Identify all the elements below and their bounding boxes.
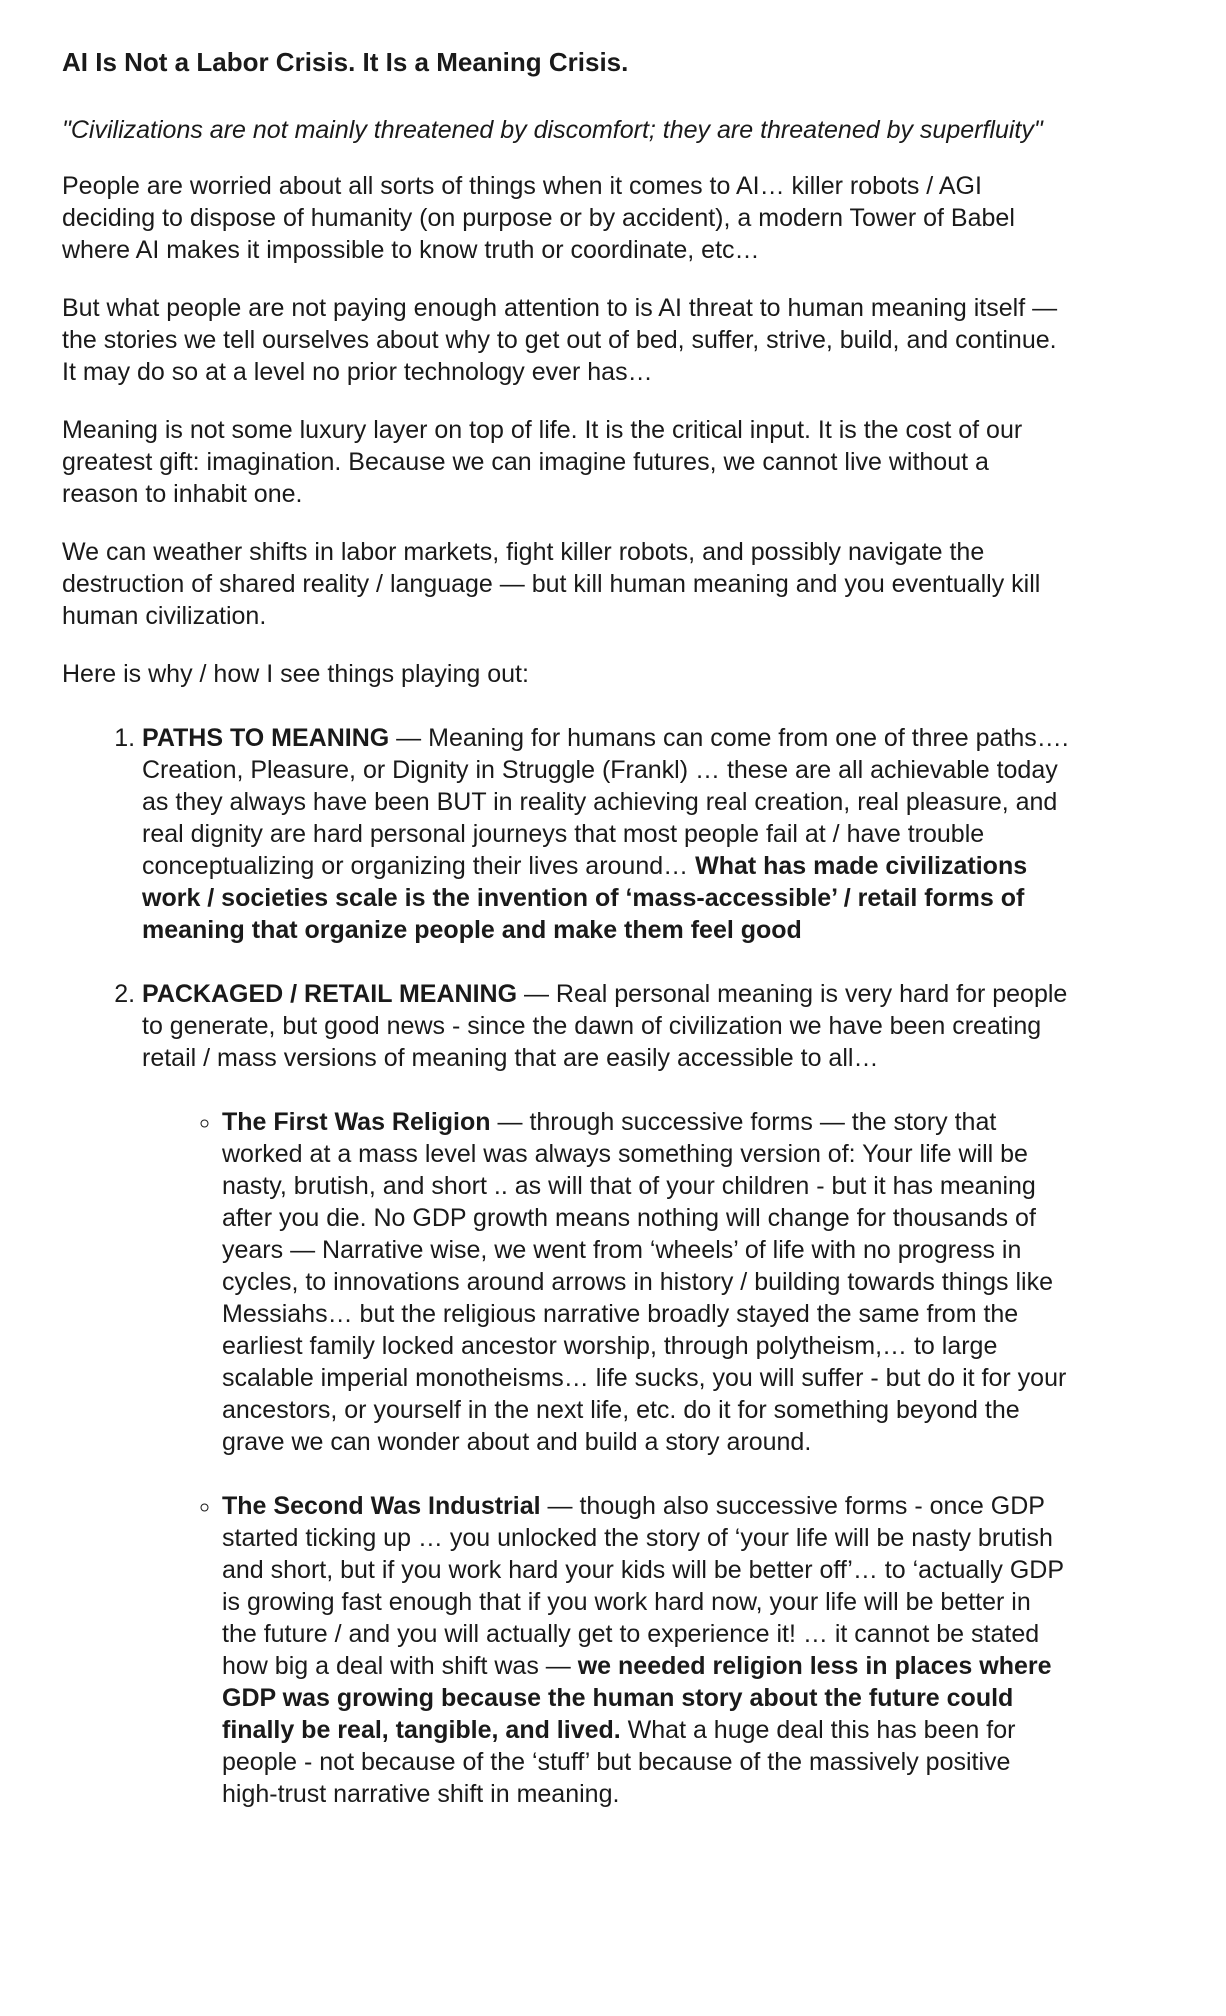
- list-item-body: — Meaning for humans can come from one of three paths…. Creation, Pleasure, or Dignity in Struggle (Frankl) … these are all achievable today as they always have been BUT in reality achieving real creation, real pleasure, and real dignity are hard personal journeys that most people fail at / have trouble conceptualizing or organizing their lives around…: [142, 724, 1069, 880]
- sublist-item-tail: What a huge deal this has been for people - not because of the ‘stuff’ but because of the massively positive high-trust narrative shift in meaning.: [222, 1716, 1016, 1808]
- sublist-item-religion: [222, 1106, 1072, 1458]
- paragraph-5: Here is why / how I see things playing out:: [62, 660, 529, 688]
- bullet-sublist: [142, 1106, 1072, 1810]
- list-item-heading: PACKAGED / RETAIL MEANING: [142, 980, 518, 1008]
- list-item-paths-to-meaning: [142, 722, 1072, 946]
- paragraph-2: But what people are not paying enough attention to is AI threat to human meaning itself — the stories we tell ourselves about why to get out of bed, suffer, strive, build, and continue. It may do so at a level no prior technology ever has…: [62, 294, 1058, 386]
- list-item-heading: PATHS TO MEANING: [142, 724, 390, 752]
- paragraph-3: Meaning is not some luxury layer on top of life. It is the critical input. It is the cost of our greatest gift: imagination. Because we can imagine futures, we cannot live without a reason to inhabit one.: [62, 416, 1023, 508]
- list-item-body: — Real personal meaning is very hard for people to generate, but good news - since the dawn of civilization we have been creating retail / mass versions of meaning that are easily accessible to all…: [142, 980, 1068, 1072]
- sublist-item-heading: The Second Was Industrial: [222, 1492, 541, 1520]
- epigraph: "Civilizations are not mainly threatened by discomfort; they are threatened by superfluity": [62, 116, 1043, 144]
- numbered-list: [62, 722, 1072, 1810]
- sublist-item-heading: The First Was Religion: [222, 1108, 491, 1136]
- sublist-item-body: — through successive forms — the story that worked at a mass level was always something version of: Your life will be nasty, brutish, and short .. as will that of your children - but it has meaning after you die. No GDP growth means nothing will change for thousands of years — Narrative wise, we went from ‘wheels’ of life with no progress in cycles, to innovations around arrows in history / building towards things like Messiahs… but the religious narrative broadly stayed the same from the earliest family locked ancestor worship, through polytheism,… to large scalable imperial monotheisms… life sucks, you will suffer - but do it for your ancestors, or yourself in the next life, etc. do it for something beyond the grave we can wonder about and build a story around.: [222, 1108, 1067, 1456]
- paragraph-1: People are worried about all sorts of things when it comes to AI… killer robots / AGI deciding to dispose of humanity (on purpose or by accident), a modern Tower of Babel where AI makes it impossible to know truth or coordinate, etc…: [62, 172, 1015, 264]
- article-title: AI Is Not a Labor Crisis. It Is a Meaning Crisis.: [62, 47, 629, 77]
- sublist-item-body: — though also successive forms - once GDP started ticking up … you unlocked the story of ‘your life will be nasty brutish and short, but if you work hard your kids will be better off’… to ‘actually GDP is growing fast enough that if you work hard now, your life will be better in the future / and you will actually get to experience it! … it cannot be stated how big a deal with shift was —: [222, 1492, 1064, 1680]
- sublist-item-industrial: [222, 1490, 1072, 1810]
- list-item-emphasis: What has made civilizations work / societies scale is the invention of ‘mass-accessible’ / retail forms of meaning that organize people and make them feel good: [142, 852, 1028, 944]
- paragraph-4: We can weather shifts in labor markets, fight killer robots, and possibly navigate the destruction of shared reality / language — but kill human meaning and you eventually kill human civilization.: [62, 538, 1041, 630]
- list-item-packaged-meaning: [142, 978, 1072, 1810]
- sublist-item-emphasis: we needed religion less in places where GDP was growing because the human story about the future could finally be real, tangible, and lived.: [222, 1652, 1052, 1744]
